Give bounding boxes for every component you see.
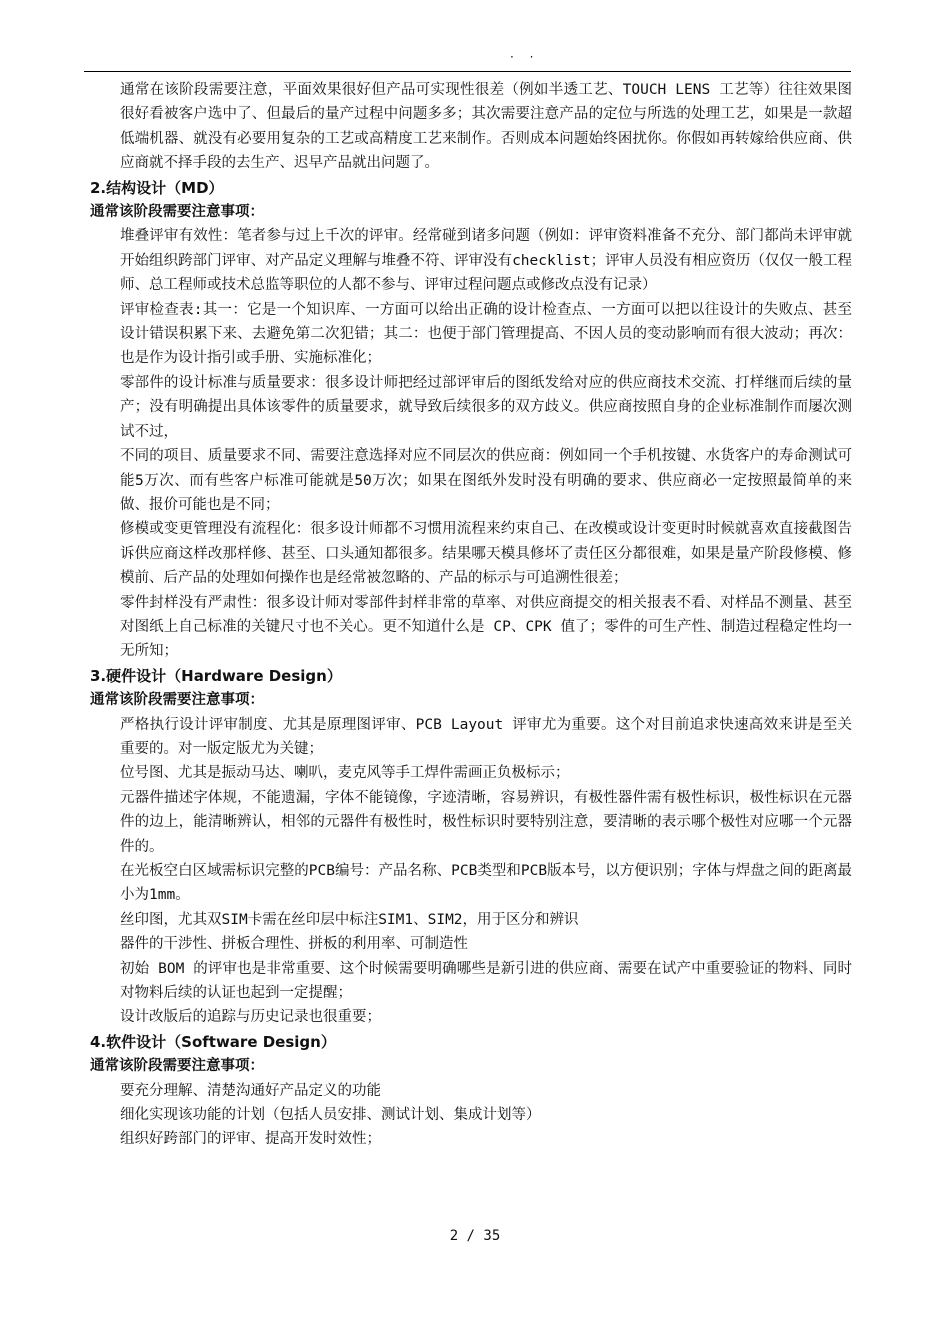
list-item: 严格执行设计评审制度、尤其是原理图评审、PCB Layout 评审尤为重要。这个对目前追求快速高效来讲是至关重要的。对一版定版尤为关键； [120,716,852,757]
section-label: 通常该阶段需要注意事项： [90,204,264,221]
section-heading: 3.硬件设计（Hardware Design） [90,666,342,685]
header-rule [84,71,851,72]
list-item: 评审检查表:其一：它是一个知识库、一方面可以给出正确的设计检查点、一方面可以把以往设计的失败点、甚至设计错误积累下来、去避免第二次犯错；其二：也便于部门管理提高、不因人员的变动影响而有很大波动；再次：也是作为设计指引或手册、实施标准化； [120,301,852,367]
document-body [90,78,852,1152]
list-item: 器件的干涉性、拼板合理性、拼板的利用率、可制造性 [120,936,468,953]
section-hardware-design [90,664,852,1030]
list-item: 位号图、尤其是振动马达、喇叭，麦克风等手工焊件需画正负极标示； [120,765,570,782]
section-software-design [90,1030,852,1152]
list-item: 设计改版后的追踪与历史记录也很重要； [120,1009,381,1026]
list-item: 元器件描述字体规，不能遗漏，字体不能镜像，字迹清晰，容易辨识，有极性器件需有极性标识，极性标识在元器件的边上，能清晰辨认，相邻的元器件有极性时，极性标识时要特别注意，要清晰的表示哪个极性对应哪一个元器件的。 [120,789,852,855]
section-label: 通常该阶段需要注意事项： [90,692,264,709]
list-item: 堆叠评审有效性：笔者参与过上千次的评审。经常碰到诸多问题（例如：评审资料准备不充分、部门都尚未评审就开始组织跨部门评审、对产品定义理解与堆叠不符、评审没有checklist；评审人员没有相应资历（仅仅一般工程师、总工程师或技术总监等职位的人都不参与、评审过程问题点或修改点没有记录） [120,228,852,294]
intro-paragraph: 通常在该阶段需要注意，平面效果很好但产品可实现性很差（例如半透工艺、TOUCH LENS 工艺等）往往效果图很好看被客户选中了、但最后的量产过程中问题多多；其次需要注意产品的定位与所选的处理工艺，如果是一款超低端机器、就没有必要用复杂的工艺或高精度工艺来制作。否则成本问题始终困扰你。你假如再转嫁给供应商、供应商就不择手段的去生产、迟早产品就出问题了。 [120,82,852,172]
section-heading: 2.结构设计（MD） [90,178,224,197]
list-item: 零件封样没有严肃性：很多设计师对零部件封样非常的草率、对供应商提交的相关报表不看、对样品不测量、甚至对图纸上自己标准的关键尺寸也不关心。更不知道什么是 CP、CPK 值了；零件的可生产性、制造过程稳定性均一无所知； [120,594,852,660]
header-dots: · · [510,50,540,64]
list-item: 修模或变更管理没有流程化：很多设计师都不习惯用流程来约束自己、在改模或设计变更时时候就喜欢直接截图告诉供应商这样改那样修、甚至、口头通知都很多。结果哪天模具修坏了责任区分都很难，如果是量产阶段修模、修模前、后产品的处理如何操作也是经常被忽略的、产品的标示与可追溯性很差； [120,521,852,587]
list-item: 细化实现该功能的计划（包括人员安排、测试计划、集成计划等） [120,1107,541,1124]
page-number: 2 / 35 [449,1228,501,1244]
list-item: 在光板空白区域需标识完整的PCB编号：产品名称、PCB类型和PCB版本号，以方便识别；字体与焊盘之间的距离最小为1mm。 [120,863,852,904]
section-heading: 4.软件设计（Software Design） [90,1032,336,1051]
list-item: 组织好跨部门的评审、提高开发时效性； [120,1131,381,1148]
section-label: 通常该阶段需要注意事项： [90,1058,264,1075]
list-item: 丝印图，尤其双SIM卡需在丝印层中标注SIM1、SIM2，用于区分和辨识 [120,911,579,928]
list-item: 零部件的设计标准与质量要求：很多设计师把经过部评审后的图纸发给对应的供应商技术交流、打样继而后续的量产；没有明确提出具体该零件的质量要求，就导致后续很多的双方歧义。供应商按照自身的企业标准制作而屡次测试不过， [120,374,852,440]
list-item: 初始 BOM 的评审也是非常重要、这个时候需要明确哪些是新引进的供应商、需要在试产中重要验证的物料、同时对物料后续的认证也起到一定提醒； [120,960,852,1002]
list-item: 不同的项目、质量要求不同、需要注意选择对应不同层次的供应商：例如同一个手机按键、水货客户的寿命测试可能5万次、而有些客户标准可能就是50万次；如果在图纸外发时没有明确的要求、供应商必一定按照最简单的来做、报价可能也是不同； [120,448,852,513]
list-item: 要充分理解、清楚沟通好产品定义的功能 [120,1082,381,1099]
section-structure-design [90,176,852,664]
